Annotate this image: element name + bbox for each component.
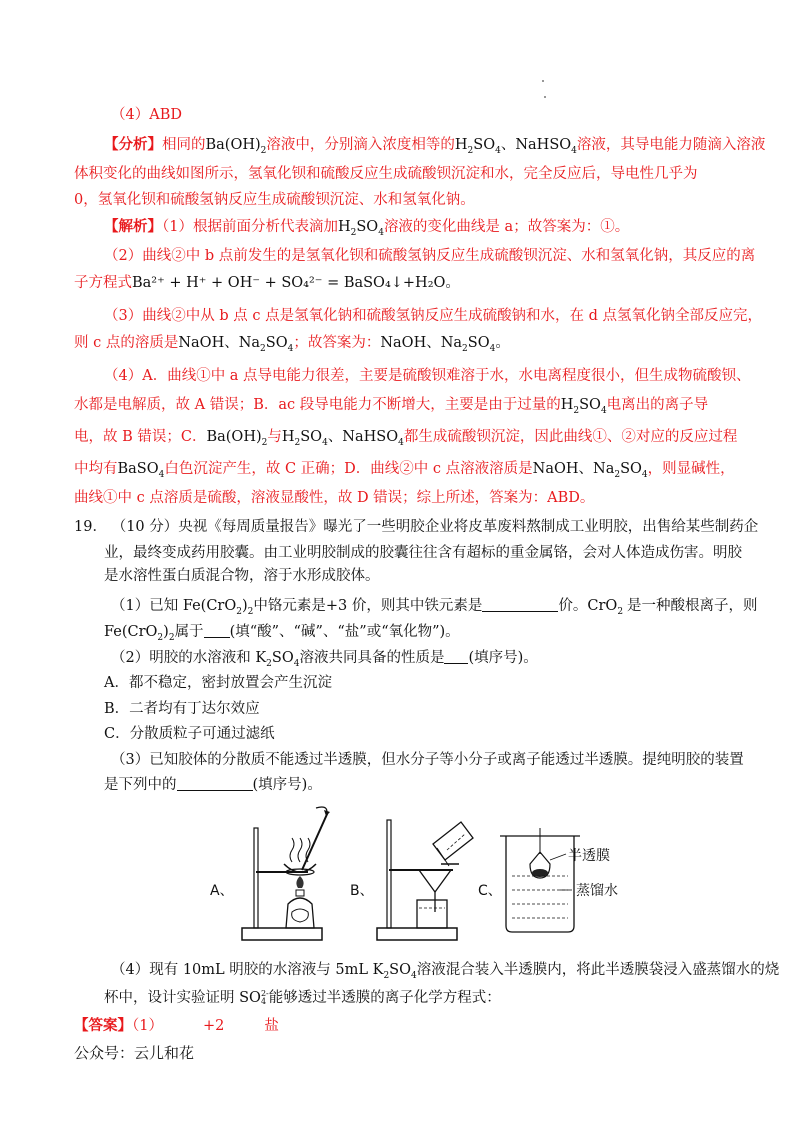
part4-answer: （4）ABD	[111, 107, 182, 123]
sub-question-3-line-1: （3）已知胶体的分散质不能透过半透膜，但水分子等小分子或离子能透过半透膜。提纯明胶的装置	[111, 752, 744, 768]
answer-blank-classification[interactable]	[204, 623, 230, 638]
option-a: A．都不稳定，密封放置会产生沉淀	[104, 675, 332, 691]
question-19-line-1: 19． （10 分）央视《每周质量报告》曝光了一些明胶企业将皮革废料熬制成工业明胶，出售给某些制药企	[74, 519, 759, 535]
scan-speck	[540, 78, 548, 102]
watermark: 公众号：云儿和花	[74, 1044, 195, 1062]
question-19-line-3: 是水溶性蛋白质混合物，溶于水形成胶体。	[104, 568, 380, 584]
explanation-p1: 【解析】（1）根据前面分析代表滴加$H_2SO_4$溶液的变化曲线是 a；故答案为：①。	[104, 218, 630, 238]
answer-blank-apparatus[interactable]	[177, 776, 253, 791]
sub-question-4-line-1: （4）现有 10mL 明胶的水溶液与 5mL $K_2SO_4$溶液混合装入半透膜内，将此半透膜袋浸入盛蒸馏水的烧	[111, 962, 780, 981]
filtration-apparatus-icon	[375, 800, 475, 945]
sub-question-4-line-2: 杯中，设计实验证明 SO 2- 4 能够透过半透膜的离子化学方程式：	[104, 989, 501, 1006]
analysis-line-2: 体积变化的曲线如图所示，氢氧化钡和硫酸反应生成硫酸钡沉淀和水，完全反应后，导电性几乎为	[74, 166, 698, 182]
sub-question-1-line-2: $Fe(CrO_2)_2$属于 (填“酸”、“碱”、“盐”或“氧化物”)。	[104, 624, 460, 643]
explanation-p2-line-1: （2）曲线②中 b 点前发生的是氢氧化钡和硫酸氢钠反应生成硫酸钡沉淀、水和氢氧化钠，其反应的离	[104, 248, 756, 264]
answer-blank-property[interactable]	[444, 649, 468, 664]
answer-iron-valence: +2	[202, 1018, 225, 1034]
membrane-label: 半透膜	[568, 848, 610, 864]
analysis-line-3: 0，氢氧化钡和硫酸氢钠反应生成硫酸钡沉淀、水和氢氧化钠。	[74, 192, 475, 208]
analysis-line-1: 【分析】相同的$Ba(OH)_2$溶液中，分别滴入浓度相等的$H_2SO_4$、NaHSO$_4$溶液，其导电能力随滴入溶液	[104, 136, 766, 156]
sub-question-1-line-1: （1）已知 $Fe(CrO_2)_2$中铬元素是+3 价，则其中铁元素是 价。CrO$_2$ 是一种酸根离子，则	[111, 598, 758, 617]
explanation-p3-line-1: （3）曲线②中从 b 点 c 点是氢氧化钠和硫酸氢钠反应生成硫酸钠和水，在 d 点氢氧化钠全部反应完，	[104, 308, 763, 324]
sub-question-3-line-2: 是下列中的 (填序号)。	[104, 777, 322, 793]
sub-question-2: （2）明胶的水溶液和 $K_2SO_4$溶液共同具备的性质是 (填序号)。	[111, 650, 538, 669]
apparatus-figure	[200, 800, 630, 950]
evaporation-apparatus-icon	[240, 800, 330, 945]
answer-classification: 盐	[264, 1018, 279, 1034]
question-19-line-2: 业，最终变成药用胶囊。由工业明胶制成的胶囊往往含有超标的重金属铬，会对人体造成伤害。明胶	[104, 545, 742, 561]
explanation-p4-line-3: 电，故 B 错误；C．$Ba(OH)_2$与$H_2SO_4$、NaHSO$_4$都生成硫酸钡沉淀，因此曲线①、②对应的反应过程	[74, 429, 738, 448]
answer-blank-iron-valence[interactable]	[482, 597, 558, 612]
explanation-p3-line-2: 则 c 点的溶质是NaOH、$Na_2SO_4$；故答案为：NaOH、$Na_2SO_4$。	[74, 335, 510, 354]
explanation-p4-line-4: 中均有BaSO$_4$白色沉淀产生，故 C 正确；D．曲线②中 c 点溶液溶质是NaOH、$Na_2SO_4$，则显碱性，	[74, 461, 735, 480]
explanation-p4-line-2: 水都是电解质，故 A 错误；B．ac 段导电能力不断增大，主要是由于过量的$H_2SO_4$电离出的离子导	[74, 397, 709, 416]
explanation-p4-line-5: 曲线①中 c 点溶质是硫酸，溶液显酸性，故 D 错误；综上所述，答案为：ABD。	[74, 490, 595, 506]
figure-label-b: B、	[350, 883, 374, 899]
ionic-equation: Ba²⁺ + H⁺ + OH⁻ + SO₄²⁻ = BaSO₄↓+H₂O	[132, 275, 446, 291]
answer-line: 【答案】（1） +2 盐	[74, 1017, 279, 1034]
option-c: C．分散质粒子可通过滤纸	[104, 726, 275, 742]
explanation-p4-line-1: （4）A．曲线①中 a 点导电能力很差，主要是硫酸钡难溶于水，水电离程度很小，但生成物硫酸钡、	[104, 368, 751, 384]
distilled-water-label: 蒸馏水	[576, 883, 618, 899]
explanation-p2-line-2: 子方程式Ba²⁺ + H⁺ + OH⁻ + SO₄²⁻ = BaSO₄↓+H₂O。	[74, 275, 460, 291]
figure-label-a: A、	[210, 883, 234, 899]
option-b: B．二者均有丁达尔效应	[104, 701, 260, 717]
question-number: 19．	[74, 519, 107, 535]
figure-label-c: C、	[478, 883, 502, 899]
